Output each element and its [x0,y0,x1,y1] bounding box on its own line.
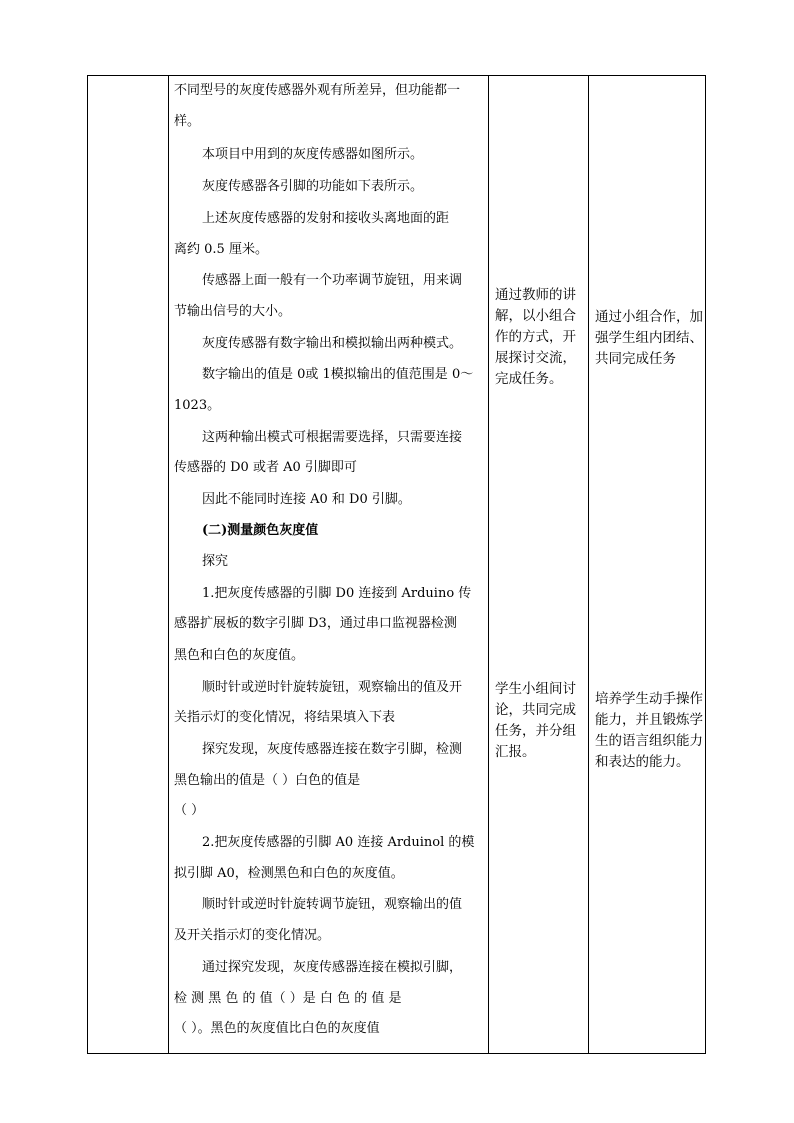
content-line: 数字输出的值是 0或 1模拟输出的值范围是 0～ [202,367,474,382]
section-heading: (二)测量颜色灰度值 [202,523,319,538]
content-line: 1.把灰度传感器的引脚 D0 连接到 Arduino 传 [202,586,472,601]
content-line: 灰度传感器有数字输出和模拟输出两种模式。 [202,336,463,351]
content-line: 顺时针或逆时针旋转调节旋钮，观察输出的值 [202,897,463,912]
content-line: 灰度传感器各引脚的功能如下表所示。 [202,179,424,194]
column-divider-1 [168,76,169,1053]
content-line: 关指示灯的变化情况，将结果填入下表 [174,710,396,725]
design-intent-top: 通过小组合作，加强学生组内团结、共同完成任务 [595,309,703,367]
content-line: 感器扩展板的数字引脚 D3，通过串口监视器检测 [174,616,457,631]
content-line: 节输出信号的大小。 [174,304,292,319]
content-line: 本项目中用到的灰度传感器如图所示。 [202,147,424,162]
content-line: 探究发现，灰度传感器连接在数字引脚，检测 [202,742,463,757]
lesson-plan-table [87,75,706,1054]
column-divider-2 [488,76,489,1053]
content-line: 通过探究发现，灰度传感器连接在模拟引脚， [202,960,463,975]
column-divider-3 [588,76,589,1053]
student-activity-bottom: 学生小组间讨论，共同完成任务，并分组汇报。 [495,681,576,760]
content-line: 黑色和白色的灰度值。 [174,648,305,663]
content-line: 传感器的 D0 或者 A0 引脚即可 [174,460,357,475]
content-line: 这两种输出模式可根据需要选择，只需要连接 [202,430,463,445]
content-line: 检 测 黑 色 的 值（ ）是 白 色 的 值 是 [174,991,402,1006]
content-line: 及开关指示灯的变化情况。 [174,928,331,943]
content-line: 黑色输出的值是（ ）白色的值是 [174,773,361,788]
content-line: 2.把灰度传感器的引脚 A0 连接 Arduinol 的模 [202,835,475,850]
content-line: 1023。 [174,398,221,413]
content-line: 顺时针或逆时针旋转旋钮，观察输出的值及开 [202,680,463,695]
content-line: 离约 0.5 厘米。 [174,242,268,257]
content-line: 传感器上面一般有一个功率调节旋钮，用来调 [202,273,463,288]
content-line: 样。 [174,114,201,129]
design-intent-bottom: 培养学生动手操作能力，并且锻炼学生的语言组织能力和表达的能力。 [595,691,703,770]
content-line: （ ）。黑色的灰度值比白色的灰度值 [174,1021,380,1036]
content-line: 探究 [202,554,229,569]
content-line: 拟引脚 A0，检测黑色和白色的灰度值。 [174,866,404,881]
content-line: 上述灰度传感器的发射和接收头离地面的距 [202,211,450,226]
student-activity-top: 通过教师的讲解，以小组合作的方式，开展探讨交流，完成任务。 [495,287,576,387]
content-line: 因此不能同时连接 A0 和 D0 引脚。 [202,492,411,507]
content-line: 不同型号的灰度传感器外观有所差异，但功能都一 [174,83,461,98]
content-line: （ ） [174,803,205,818]
